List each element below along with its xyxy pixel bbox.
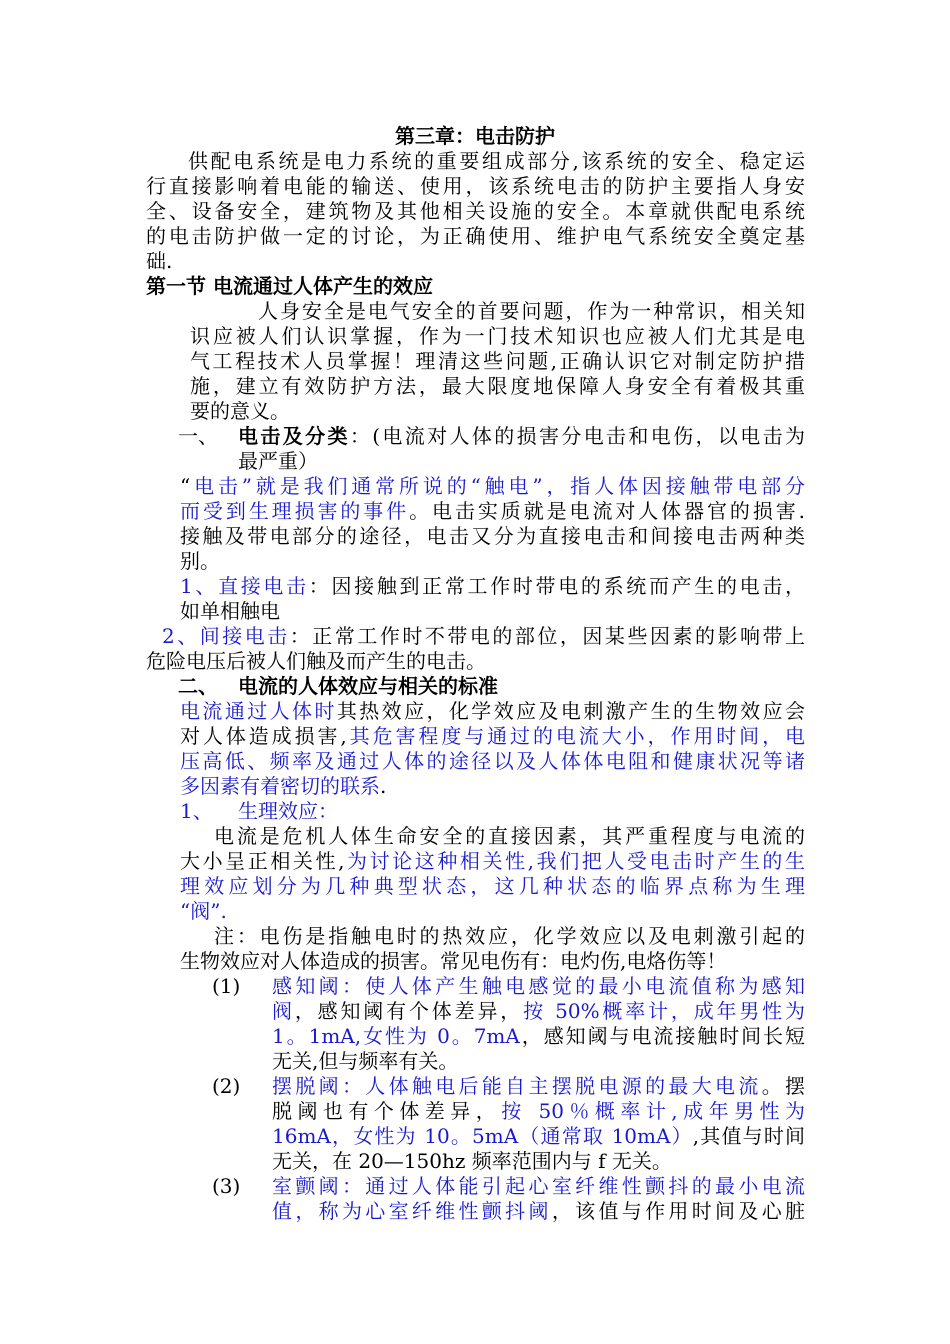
p1-line-1: 人身安全是电气安全的首要问题，作为一种常识，相关知: [258, 299, 805, 323]
intro-line-3: 全、设备安全，建筑物及其他相关设施的安全。本章就供配电系统: [146, 199, 805, 223]
note-line-2: 生物效应对人体造成的损害。常见电伤有：电灼伤,电烙伤等！: [180, 949, 727, 973]
intro-line-2: 行直接影响着电能的输送、使用，该系统电击的防护主要指人身安: [146, 174, 805, 198]
sub1-line-1: 电击及分类：(电流对人体的损害分电击和电伤，以电击为: [238, 424, 805, 448]
p2-line-3: 压高低、频率及通过人体的途径以及人体体电阻和健康状况等诸: [180, 749, 805, 773]
item-2-line-4: 无关，在 20—150hz 频率范围内与 f 无关。: [272, 1149, 672, 1173]
item-1-line-2: 阀，感知阈有个体差异，按 50%概率计，成年男性为: [272, 999, 806, 1023]
sub1-line-2: 最严重）: [238, 449, 318, 473]
item-1-text: [272, 974, 805, 1074]
item-3-number: (3): [212, 1174, 241, 1198]
item-2-line-2: 脱阈也有个体差异，按 50％概率计,成年男性为: [272, 1099, 805, 1123]
def-line-2: 而受到生理损害的事件。电击实质就是电流对人体器官的损害.: [180, 499, 806, 523]
def-line-4: 别。: [180, 549, 220, 573]
item-2-line-1: 摆脱阈：人体触电后能自主摆脱电源的最大电流。摆: [272, 1074, 806, 1098]
direct-shock-label: 1、直接电击: [180, 574, 309, 598]
sub3-number: 1、: [180, 799, 213, 823]
p1-line-5: 要的意义。: [190, 399, 290, 423]
item-2-line-3: 16mA，女性为 10。5mA（通常取 10mA）,其值与时间: [272, 1124, 806, 1148]
p2-line-1: 电流通过人体时其热效应，化学效应及电刺激产生的生物效应会: [180, 699, 806, 723]
p2-line-4: 多因素有着密切的联系.: [180, 774, 387, 798]
indirect-line-2: 危险电压后被人们触及而产生的电击。: [146, 649, 486, 673]
item-1-line-4: 无关,但与频率有关。: [272, 1049, 459, 1073]
item-2-number: (2): [212, 1074, 241, 1098]
intro-line-4: 的电击防护做一定的讨论，为正确使用、维护电气系统安全奠定基: [146, 224, 805, 248]
sub3-label: 生理效应：: [238, 799, 338, 823]
chapter-title: 第三章：电击防护: [395, 124, 555, 148]
intro-line-1: 供配电系统是电力系统的重要组成部分,该系统的安全、稳定运: [188, 149, 805, 173]
section-paragraph-1: [190, 299, 805, 424]
item-3-line-1: 室颤阈：通过人体能引起心室纤维性颤抖的最小电流: [272, 1174, 805, 1198]
item-1-line-1: 感知阈：使人体产生触电感觉的最小电流值称为感知: [272, 974, 805, 998]
item-1-line-3: 1。1mA,女性为 0。7mA，感知阈与电流接触时间长短: [272, 1024, 805, 1048]
item-3-line-2: 值，称为心室纤维性颤抖阈，该值与作用时间及心脏: [272, 1199, 806, 1223]
definition-paragraph: [180, 474, 805, 574]
item-2-text: [272, 1074, 805, 1174]
p3-line-3: 理效应划分为几种典型状态，这几种状态的临界点称为生理: [180, 874, 805, 898]
p1-line-4: 施，建立有效防护方法，最大限度地保障人身安全有着极其重: [190, 374, 805, 398]
section-heading: 第一节 电流通过人体产生的效应: [146, 274, 433, 298]
sub1-label: 电击及分类: [238, 424, 350, 448]
indirect-shock-label: 2、间接电击: [162, 624, 290, 648]
note-line-1: 注：电伤是指触电时的热效应，化学效应以及电刺激引起的: [214, 924, 805, 948]
direct-shock: [180, 574, 805, 624]
def-line-1: “电击”就是我们通常所说的“触电”，指人体因接触带电部分: [180, 474, 805, 498]
sub1-number: 一、: [178, 424, 218, 448]
indirect-line-1: 2、间接电击：正常工作时不带电的部位，因某些因素的影响带上: [162, 624, 806, 648]
p3-line-4: “阀”.: [180, 899, 227, 923]
intro-paragraph: [146, 149, 805, 274]
item-1-number: (1): [212, 974, 241, 998]
def-line-3: 接触及带电部分的途径，电击又分为直接电击和间接电击两种类: [180, 524, 805, 548]
sub2-number: 二、: [178, 674, 218, 698]
sub2-label: 电流的人体效应与相关的标准: [238, 674, 498, 698]
direct-line-2: 如单相触电: [180, 599, 280, 623]
p2-line-2: 对人体造成损害,其危害程度与通过的电流大小，作用时间，电: [180, 724, 806, 748]
item-3-text: [272, 1174, 805, 1224]
intro-line-5: 础.: [146, 249, 173, 273]
section-paragraph-2: [180, 699, 805, 799]
p1-line-2: 识应被人们认识掌握，作为一门技术知识也应被人们尤其是电: [190, 324, 805, 348]
p3-line-2: 大小呈正相关性,为讨论这种相关性,我们把人受电击时产生的生: [180, 849, 806, 873]
sub1-text: [238, 424, 805, 474]
section-paragraph-3: [180, 824, 805, 924]
direct-line-1: 1、直接电击：因接触到正常工作时带电的系统而产生的电击，: [180, 574, 806, 598]
note-paragraph: [180, 924, 805, 974]
p3-line-1: 电流是危机人体生命安全的直接因素，其严重程度与电流的: [214, 824, 805, 848]
p1-line-3: 气工程技术人员掌握！理清这些问题,正确认识它对制定防护措: [190, 349, 805, 373]
indirect-shock: [146, 624, 805, 674]
